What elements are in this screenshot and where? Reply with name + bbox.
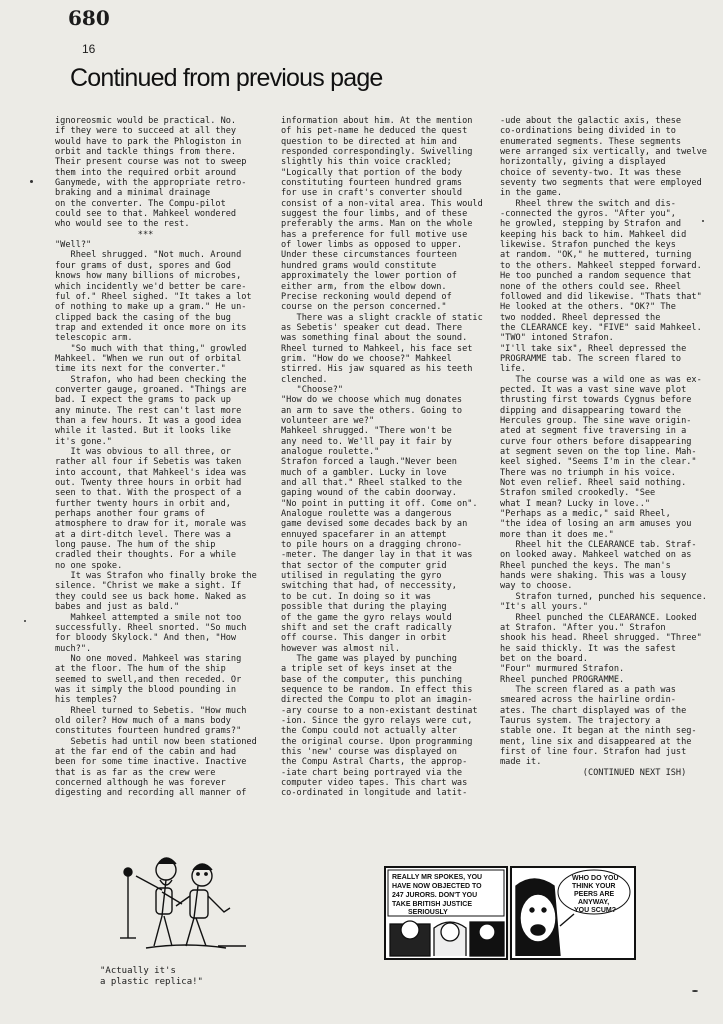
statue-cartoon-illustration — [106, 846, 256, 956]
panel1-text-line-2: HAVE NOW OBJECTED TO — [392, 883, 482, 890]
panel2-text-line-1: WHO DO YOU — [572, 875, 619, 882]
section-number: 16 — [82, 42, 96, 56]
story-column-3: -ude about the galactic axis, these co-ordinations being divided in to enumerated segments. These segments were arranged six vertically, and twelve horizontally, giving a displayed choice of seventy-two. It was these seventy two segments that were employed in the game. Rheel threw the switch and dis- -connected the gyros. "After you", he growled, stepping by Strafon and keeping his back to him. Mahkeel did likewise. Strafon punched the keys at random. "OK," he muttered, turning to the others. Mahkeel stepped forward. He too punched a random sequence that none of the others could see. Rheel followed and did likewise. "Thats that" He looked at the others. "OK?" The two nodded. Rheel depressed the the CLEARANCE key. "FIVE" said Mahkeel. "TWO" intoned Strafon. "I'll take six", Rheel depressed the PROGRAMME tab. The screen flared to life. The course was a wild one as was ex- pected. It was a vast sine wave plot thrusting first towards Cygnus before dipping and disappearing toward the Hercules group. The sine wave origin- ated at segment five traversing in a curve four others before disappearing at segment seven on the top line. Mah- keel sighed. "Seems I'm in the clear." There was no triumph in his voice. Not even relief. Rheel said nothing. Strafon smiled crookedly. "See what I mean? Lucky in love.." "Perhaps as a medic," said Rheel, "the idea of losing an arm amuses you more than it does me." Rheel hit the CLEARANCE tab. Straf- on looked away. Mahkeel watched on as Rheel punched the keys. The man's hands were shaking. This was a lousy way to choose. Strafon turned, punched his sequence. "It's all yours." Rheel punched the CLEARANCE. Looked at Strafon. "After you." Strafon shook his head. Rheel shrugged. "Three" he said thickly. It was the safest bet on the board. "Four" murmured Strafon. Rheel punched PROGRAMME. The screen flared as a path was smeared across the hairline ordin- ates. The chart displayed was of the Taurus system. The trajectory a stable one. It began at the ninth seg- ment, line six and disappeared at the first of line four. Strafon had just made it. (CONTINUED NEXT ISH) — [500, 116, 707, 778]
panel2-text-line-5: YOU SCUM? — [574, 907, 616, 914]
speck — [24, 620, 26, 622]
panel2-text-line-4: ANYWAY, — [578, 899, 610, 906]
story-column-1: ignoreosmic would be practical. No. if they were to succeed at all they would have to park the Phlogiston in orbit and tackle things from there. Their present course was not to sweep them into the required orbit around Ganymede, with the appropriate retro- braking and a minimal drainage on the converter. The Compu-pilot could see to that. Mahkeel wondered who would see to the rest. *** "Well?" Rheel shrugged. "Not much. Around four grams of dust, spores and God knows how many billions of microbes, which incidently we'd better be care- ful of." Rheel sighed. "It takes a lot of nothing to make up a gram." He un- clipped back the casing of the bug trap and extended it once more on its telescopic arm. "So much with that thing," growled Mahkeel. "When we run out of orbital time its next for the converter." Strafon, who had been checking the converter gauge, groaned. "Things are bad. I expect the grams to pack up any minute. The rest can't last more than a few hours. It was a good idea while it lasted. But it looks like it's gone." It was obvious to all three, or rather all four if Sebetis was taken into account, that Mahkeel's idea was out. Twenty three hours in orbit had seen to that. With the prospect of a further twenty hours in orbit and, perhaps another four grams of atmosphere to draw for it, morale was at a dirt-ditch level. There was a long pause. The hum of the ship cradled their thoughts. For a while no one spoke. It was Strafon who finally broke the silence. "Christ we make a sight. If they could see us back home. Naked as babes and just as bald." Mahkeel attempted a smile not too successfully. Rheel snorted. "So much for bloody Skylock." And then, "How much?". No one moved. Mahkeel was staring at the floor. The hum of the ship seemed to swell,and then receded. Or was it simply the blood pounding in his temples? Rheel turned to Sebetis. "How much old oiler? How much of a mans body constitutes fourteen hundred grams?" Sebetis had until now been stationed at the far end of the cabin and had been for some time inactive. Inactive that is as far as the crew were concerned although he was forever digesting and recording all manner of — [55, 116, 257, 799]
story-column-2: information about him. At the mention of his pet-name he deduced the quest question to be directed at him and responded correspondingly. Swivelling slightly his thin voice crackled; "Logically that portion of the body constituting fourteen hundred grams for use in craft's converter should consist of a non-vital area. This would suggest the four limbs, and of these preferably the arms. Man on the whole has a preference for full motive use of lower limbs as opposed to upper. Under these circumstances fourteen hundred grams would constitute approximately the lower portion of either arm, from the elbow down. Precise reckoning would depend of course on the person concerned." There was a slight crackle of static as Sebetis' speaker cut dead. There was something final about the sound. Rheel turned to Mahkeel, his face set grim. "How do we choose?" Mahkeel stirred. His jaw squared as his teeth clenched. "Choose?" "How do we choose which mug donates an arm to save the others. Going to volunteer are we?" Mahkeel shrugged. "There won't be any need to. We'll pay it fair by analogue roulette." Strafon forced a laugh."Never been much of a gambler. Lucky in love and all that." Rheel stalked to the gaping wound of the cabin doorway. "No point in putting it off. Come on". Analogue roulette was a dangerous game devised some decades back by an ennuyed spacefarer in an attempt to pile hours on a dragging chrono- -meter. The danger lay in that it was that sector of the computer grid utilised in regulating the gyro switching that had, of neccessity, to be cut. In doing so it was possible that during the playing of the game the gyro relays would shift and set the craft radically off course. This danger in orbit however was almost nil. The game was played by punching a triple set of keys inset at the base of the computer, this punching sequence to be random. In effect this directed the Compu to plot an imagin- -ary course to a non-existant destinat -ion. Since the gyro relays were cut, the Compu could not actually alter the original course. Upon programming this 'new' course was displayed on the Compu Astral Charts, the approp- -iate chart being portrayed via the computer video tapes. This chart was co-ordinated in longitude and latit- — [281, 116, 483, 799]
speck — [702, 220, 704, 222]
speck — [692, 990, 698, 992]
panel1-text-line-5: SERIOUSLY — [408, 909, 448, 916]
comic-strip — [384, 866, 636, 960]
panel2-text-line-2: THINK YOUR — [572, 883, 616, 890]
page-number: 680 — [68, 6, 110, 30]
panel1-text-line-4: TAKE BRITISH JUSTICE — [392, 901, 472, 908]
speck — [30, 180, 33, 183]
panel1-text-line-3: 247 JURORS. DON'T YOU — [392, 892, 478, 899]
caption-line-2: a plastic replica!" — [100, 977, 203, 987]
caption-line-1: "Actually it's — [100, 966, 176, 976]
cartoon-caption — [100, 966, 300, 988]
panel2-text-line-3: PEERS ARE — [574, 891, 615, 898]
panel1-text-line-1: REALLY MR SPOKES, YOU — [392, 874, 483, 881]
continued-headline: Continued from previous page — [70, 64, 383, 92]
